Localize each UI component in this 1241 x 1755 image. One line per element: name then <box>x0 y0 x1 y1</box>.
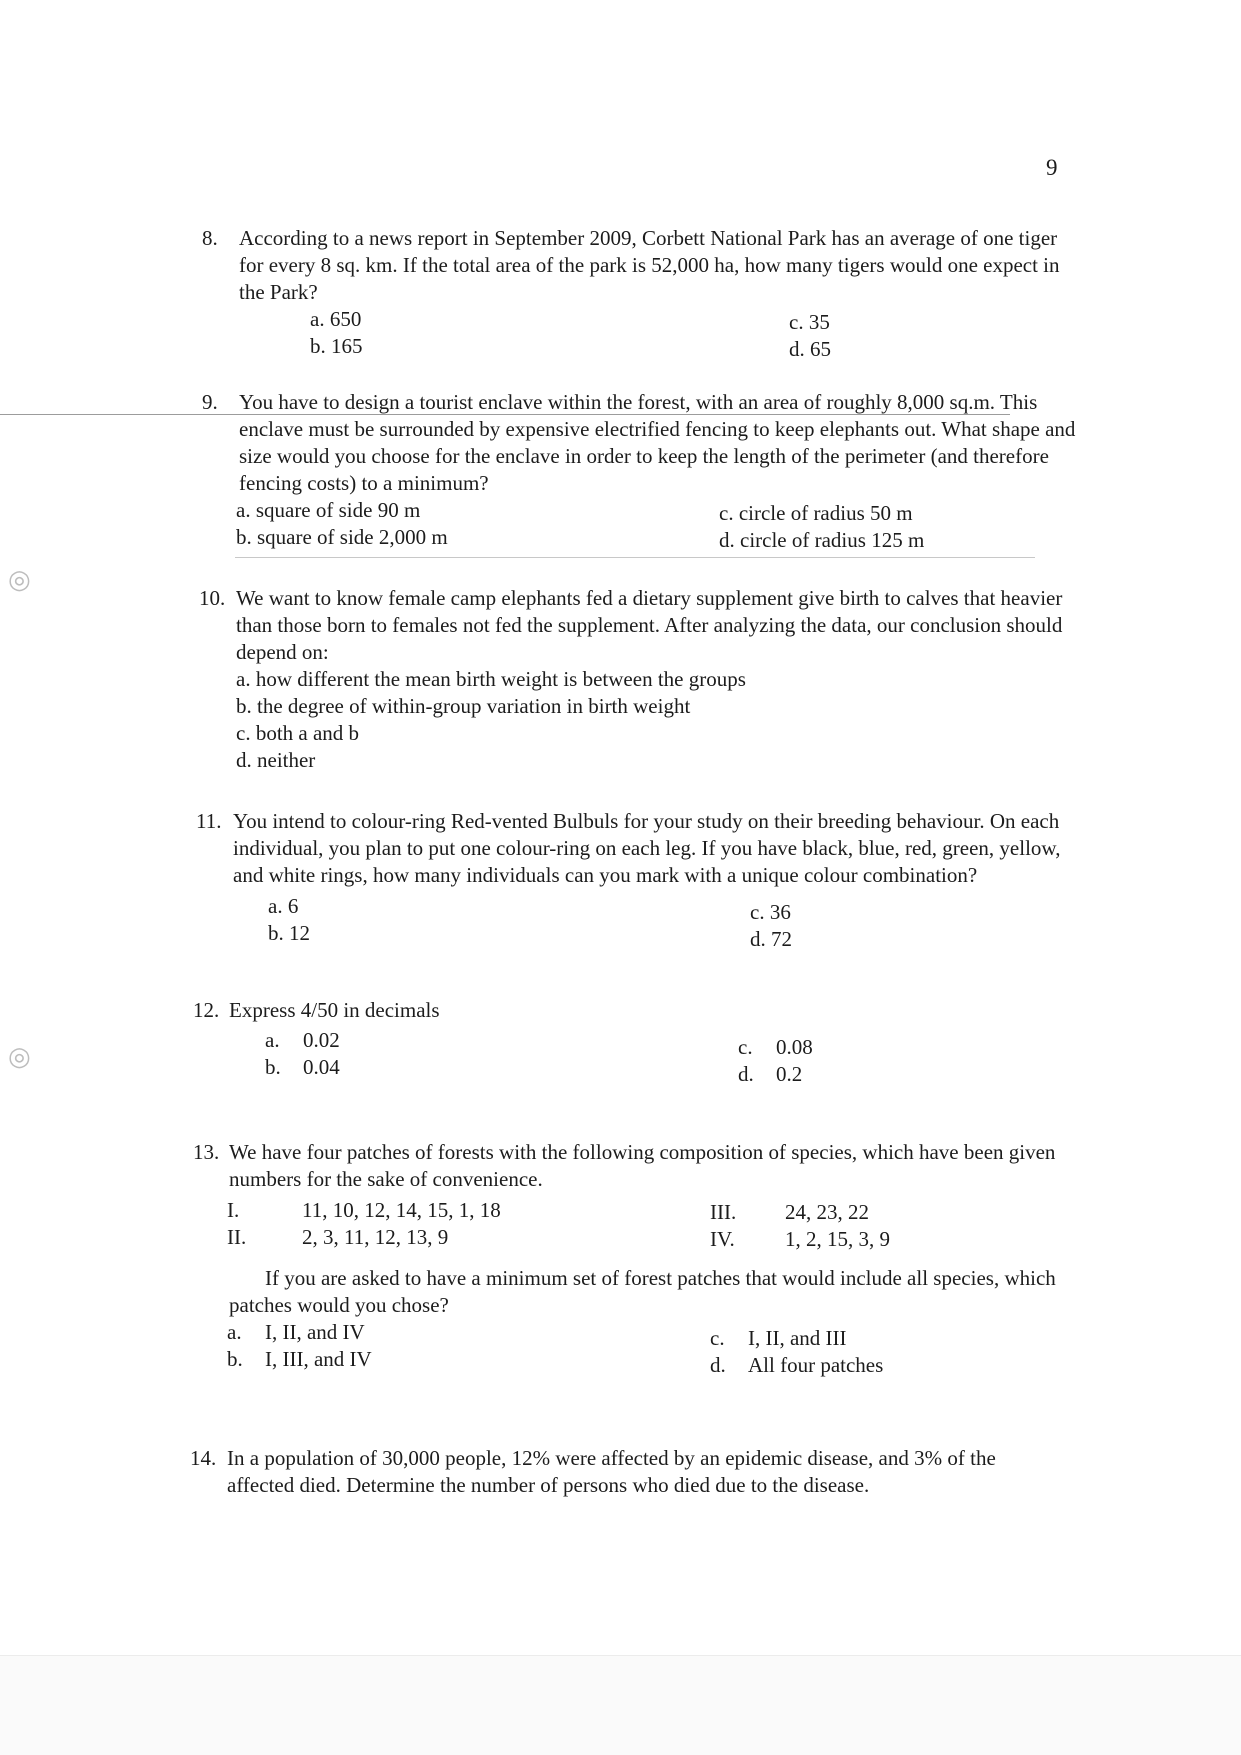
option-c: c. circle of radius 50 m <box>719 501 913 525</box>
patch-i: I. 11, 10, 12, 14, 15, 1, 18 <box>227 1198 501 1222</box>
question-10 <box>199 585 1076 774</box>
question-stem: You have to design a tourist enclave within the forest, with an area of roughly 8,000 sq.m. This enclave must be surrounded by expensive electrified fencing to keep elephants out. What shape and size would you choose for the enclave in order to keep the length of the perimeter (and therefore fencing costs) to a minimum? <box>239 390 1076 495</box>
options <box>193 1024 1069 1086</box>
options <box>196 889 1083 951</box>
option-a: a. 6 <box>268 894 299 918</box>
question-number: 13. <box>193 1140 220 1164</box>
question-11 <box>196 808 1083 951</box>
answer-line <box>235 557 1035 558</box>
option-d: d. 0.2 <box>738 1062 803 1086</box>
question-number: 12. <box>193 998 220 1022</box>
option-a: a. how different the mean birth weight is between the groups <box>236 667 746 691</box>
option-d: d. neither <box>236 748 316 772</box>
option-d: d. circle of radius 125 m <box>719 528 925 552</box>
option-c: c. 0.08 <box>738 1035 813 1059</box>
question-stem: You intend to colour-ring Red-vented Bulbuls for your study on their breeding behaviour. On each individual, you plan to put one colour-ring on each leg. If you have black, blue, red, green, yellow, and white rings, how many individuals can you mark with a unique colour combination? <box>233 809 1061 887</box>
option-c: c. 36 <box>750 900 791 924</box>
option-d: d. 65 <box>789 337 831 361</box>
question-number: 8. <box>202 226 218 250</box>
punch-hole-icon: ◎ <box>8 565 31 594</box>
option-b: b. the degree of within-group variation in birth weight <box>236 694 691 718</box>
options <box>193 1319 1084 1375</box>
option-a: a. square of side 90 m <box>236 498 421 522</box>
page-number: 9 <box>1046 155 1058 180</box>
patch-list <box>193 1193 1084 1251</box>
scan-bottom-band <box>0 1655 1241 1755</box>
option-d: d. All four patches <box>710 1353 884 1377</box>
patch-iii: III. 24, 23, 22 <box>710 1200 869 1224</box>
question-number: 9. <box>202 390 218 414</box>
question-12 <box>193 997 1069 1086</box>
patch-iv: IV. 1, 2, 15, 3, 9 <box>710 1227 890 1251</box>
question-number: 14. <box>190 1446 217 1470</box>
options <box>202 497 1079 553</box>
option-c: c. I, II, and III <box>710 1326 847 1350</box>
punch-hole-icon: ◎ <box>8 1042 31 1071</box>
option-a: a. 650 <box>310 307 362 331</box>
option-a: a. 0.02 <box>265 1028 340 1052</box>
option-d: d. 72 <box>750 927 792 951</box>
question-14 <box>190 1445 1057 1499</box>
option-c: c. 35 <box>789 310 830 334</box>
option-b: b. I, III, and IV <box>227 1347 372 1371</box>
question-stem: According to a news report in September 2009, Corbett National Park has an average of one tiger for every 8 sq. km. If the total area of the park is 52,000 ha, how many tigers would one expect in the Park? <box>239 226 1060 304</box>
option-b: b. 165 <box>310 334 363 358</box>
question-prompt: If you are asked to have a minimum set of forest patches that would include all species, which patches would you chose? <box>229 1266 1056 1317</box>
question-stem: In a population of 30,000 people, 12% were affected by an epidemic disease, and 3% of the affected died. Determine the number of persons who died due to the disease. <box>227 1446 996 1497</box>
question-stem: Express 4/50 in decimals <box>229 998 440 1022</box>
option-b: b. 12 <box>268 921 310 945</box>
question-number: 11. <box>196 809 222 833</box>
question-13 <box>193 1139 1084 1375</box>
option-a: a. I, II, and IV <box>227 1320 365 1344</box>
question-number: 10. <box>199 586 226 610</box>
question-9 <box>202 389 1079 553</box>
option-c: c. both a and b <box>236 721 360 745</box>
question-stem: We want to know female camp elephants fed a dietary supplement give birth to calves that heavier than those born to females not fed the supplement. After analyzing the data, our conclusion should depend on: <box>236 586 1063 664</box>
question-8 <box>202 225 1079 362</box>
option-b: b. square of side 2,000 m <box>236 525 448 549</box>
question-stem: We have four patches of forests with the following composition of species, which have been given numbers for the sake of convenience. <box>229 1140 1056 1191</box>
options <box>202 306 1079 362</box>
patch-ii: II. 2, 3, 11, 12, 13, 9 <box>227 1225 449 1249</box>
option-b: b. 0.04 <box>265 1055 340 1079</box>
